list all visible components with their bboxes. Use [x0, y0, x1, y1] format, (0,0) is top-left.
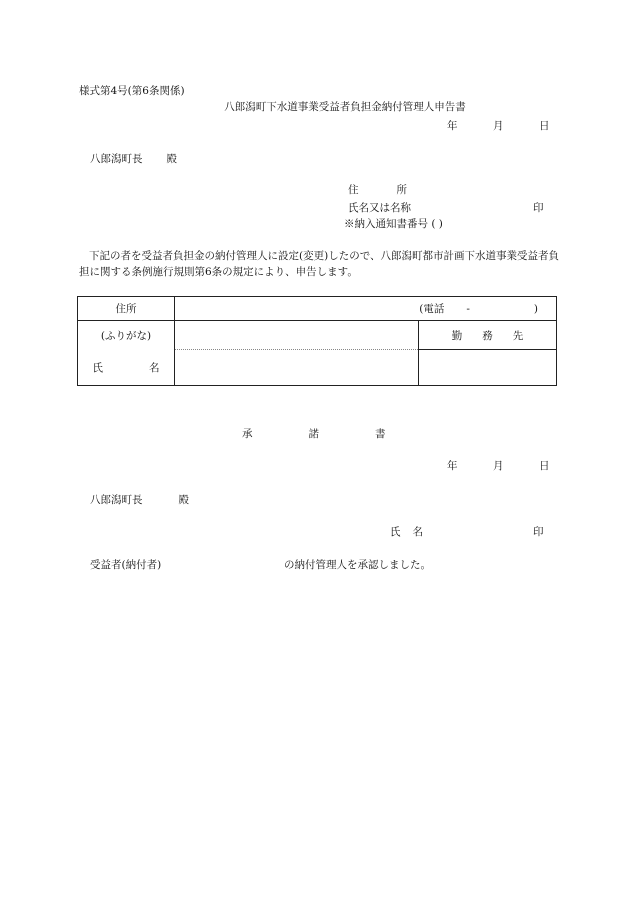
consent-date-month: 月 — [493, 460, 504, 472]
date-day: 日 — [539, 120, 550, 132]
date-year: 年 — [447, 120, 458, 132]
consent-title-char-1: 承 — [242, 428, 253, 440]
consent-addressee — [90, 492, 189, 507]
seal-mark: 印 — [533, 202, 544, 214]
date-month: 月 — [493, 120, 504, 132]
furigana-cell[interactable] — [175, 321, 419, 350]
address-cell[interactable] — [175, 297, 557, 321]
consent-title — [242, 426, 386, 441]
phone-open: (電話 — [419, 303, 445, 315]
date-line — [447, 118, 550, 133]
consent-title-char-3: 書 — [375, 428, 386, 440]
consent-name-char-2: 名 — [412, 526, 423, 538]
addressee-name: 八郎潟町長 — [90, 153, 143, 165]
name-char-2: 名 — [149, 361, 160, 374]
form-number: 様式第4号(第6条関係) — [79, 85, 185, 97]
addressee — [90, 151, 177, 166]
phone-close: ) — [533, 303, 538, 315]
furigana-label-cell: (ふりがな) — [78, 321, 175, 350]
address-char-2: 所 — [396, 184, 407, 196]
workplace-char-1: 勤 — [451, 329, 463, 342]
workplace-cell[interactable] — [419, 350, 557, 386]
approve-text: の納付管理人を承認しました。 — [284, 559, 431, 571]
name-label-cell — [78, 350, 175, 386]
workplace-label-cell — [419, 321, 557, 350]
workplace-char-3: 先 — [512, 329, 524, 342]
manager-info-table — [77, 296, 557, 386]
phone-dash: - — [466, 303, 470, 315]
applicant-name-label: 氏名又は名称 — [348, 202, 411, 214]
honorific: 殿 — [166, 153, 177, 165]
consent-honorific: 殿 — [178, 494, 189, 506]
address-char-1: 住 — [348, 184, 359, 196]
notice-number: ※納入通知書番号 ( ) — [344, 218, 443, 230]
consent-name-label — [390, 524, 423, 539]
consent-title-char-2: 諾 — [308, 428, 319, 440]
payer-label: 受益者(納付者) — [90, 559, 162, 571]
document-title: 八郎潟町下水道事業受益者負担金納付管理人申告書 — [224, 101, 466, 113]
workplace-char-2: 務 — [482, 329, 493, 342]
name-char-1: 氏 — [92, 361, 103, 374]
body-text: 下記の者を受益者負担金の納付管理人に設定(変更)したので、八郎潟町都市計画下水道事業受益者負担に関する条例施行規則第6条の規定により、申告します。 — [79, 250, 559, 278]
consent-date-year: 年 — [447, 460, 458, 472]
consent-date-line — [447, 458, 550, 473]
consent-date-day: 日 — [539, 460, 550, 472]
consent-addressee-name: 八郎潟町長 — [90, 494, 143, 506]
applicant-address-label — [348, 182, 407, 197]
consent-seal-mark: 印 — [533, 526, 544, 538]
consent-name-char-1: 氏 — [390, 526, 401, 538]
name-cell[interactable] — [175, 350, 419, 386]
address-label-cell: 住所 — [78, 297, 175, 321]
